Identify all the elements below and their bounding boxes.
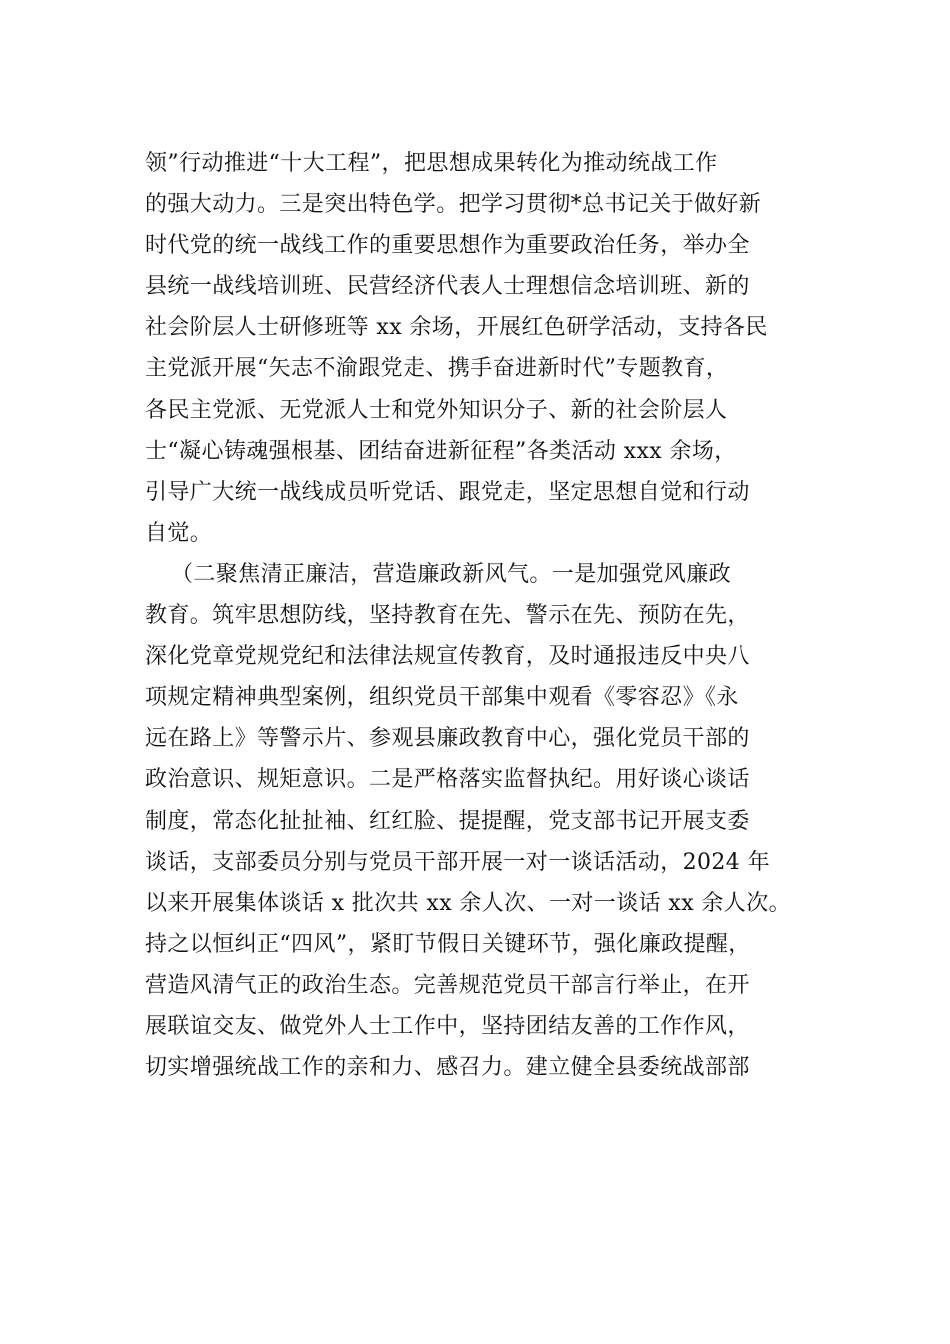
text-line: 自觉。 xyxy=(145,520,213,546)
text-line: 县统一战线培训班、民营经济代表人士理想信念培训班、新的 xyxy=(145,274,750,300)
text-line: 制度，常态化扯扯袖、红红脸、提提醒，党支部书记开展支委 xyxy=(145,808,750,834)
text-line: 社会阶层人士研修班等 xx 余场，开展红色研学活动，支持各民 xyxy=(145,315,768,341)
text-line: 教育。筑牢思想防线，坚持教育在先、警示在先、预防在先， xyxy=(145,603,750,629)
text-line: 远在路上》等警示片、参观县廉政教育中心，强化党员干部的 xyxy=(145,726,750,752)
text-line: 营造风清气正的政治生态。完善规范党员干部言行举止，在开 xyxy=(145,972,750,998)
text-line: 引导广大统一战线成员听党话、跟党走，坚定思想自觉和行动 xyxy=(145,479,750,505)
text-line: 各民主党派、无党派人士和党外知识分子、新的社会阶层人 xyxy=(145,397,728,423)
text-line: 主党派开展“矢志不渝跟党走、携手奋进新时代”专题教育， xyxy=(145,356,729,382)
text-line: 士“凝心铸魂强根基、团结奋进新征程”各类活动 xxx 余场， xyxy=(145,438,737,464)
text-line: 项规定精神典型案例，组织党员干部集中观看《零容忍》《永 xyxy=(145,685,739,711)
text-line: 谈话，支部委员分别与党员干部开展一对一谈话活动，2024 年 xyxy=(145,849,770,875)
text-line: 切实增强统战工作的亲和力、感召力。建立健全县委统战部部 xyxy=(145,1055,750,1081)
text-line: 展联谊交友、做党外人士工作中，坚持团结友善的工作作风， xyxy=(145,1013,750,1039)
text-line: 领”行动推进“十大工程”，把思想成果转化为推动统战工作 xyxy=(145,151,718,176)
text-line: 时代党的统一战线工作的重要思想作为重要政治任务，举办全 xyxy=(145,233,750,259)
paragraph-first-line: （二聚焦清正廉洁，营造廉政新风气。一是加强党风廉政 xyxy=(171,561,732,587)
text-line: 持之以恒纠正“四风”，紧盯节假日关键环节，强化廉政提醒， xyxy=(145,931,751,957)
text-line: 以来开展集体谈话 x 批次共 xx 余人次、一对一谈话 xx 余人次。 xyxy=(145,890,791,916)
text-line: 的强大动力。三是突出特色学。把学习贯彻*总书记关于做好新 xyxy=(145,192,762,218)
text-line: 政治意识、规矩意识。二是严格落实监督执纪。用好谈心谈话 xyxy=(145,767,750,793)
text-line: 深化党章党规党纪和法律法规宣传教育，及时通报违反中央八 xyxy=(145,644,750,670)
body-text xyxy=(145,143,835,1088)
